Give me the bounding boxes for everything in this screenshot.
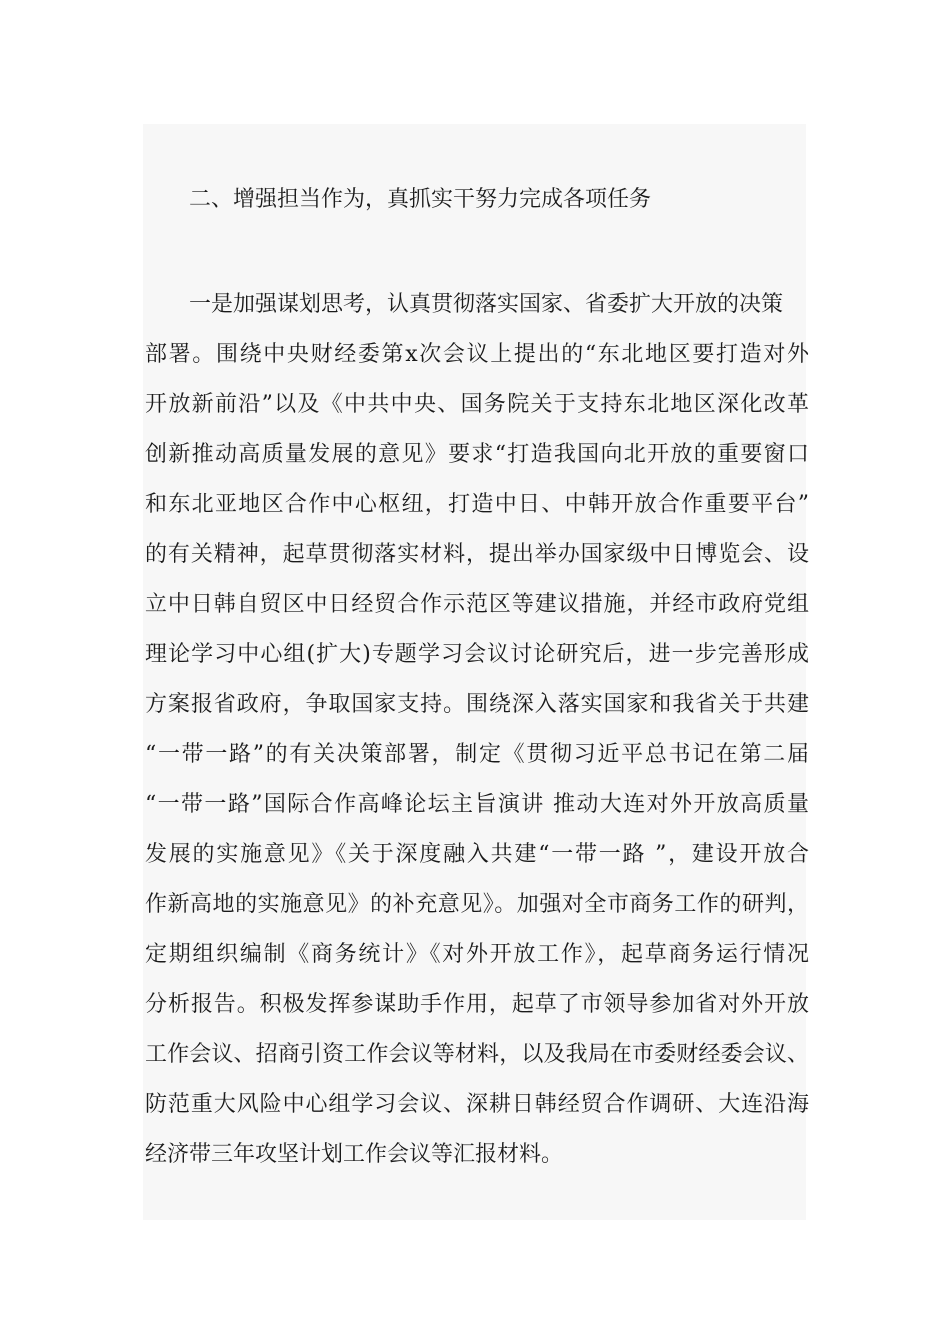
paragraph-line: 部署。围绕中央财经委第x次会议上提出的“东北地区要打造对外 <box>145 342 809 367</box>
paragraph-line: “一带一路”的有关决策部署，制定《贯彻习近平总书记在第二届 <box>145 742 809 767</box>
paragraph-line: 立中日韩自贸区中日经贸合作示范区等建议措施，并经市政府党组 <box>145 592 809 617</box>
paragraph-line: “一带一路”国际合作高峰论坛主旨演讲 推动大连对外开放高质量 <box>145 792 809 817</box>
paragraph-line: 发展的实施意见》《关于深度融入共建“一带一路 ”，建设开放合 <box>145 842 809 867</box>
paragraph-line: 的有关精神，起草贯彻落实材料，提出举办国家级中日博览会、设 <box>145 542 809 567</box>
paragraph-line: 经济带三年攻坚计划工作会议等汇报材料。 <box>145 1142 564 1167</box>
paragraph-line: 作新高地的实施意见》的补充意见》。加强对全市商务工作的研判， <box>145 892 809 917</box>
paragraph-line: 定期组织编制《商务统计》《对外开放工作》，起草商务运行情况 <box>145 942 809 967</box>
paragraph-line: 开放新前沿”以及《中共中央、国务院关于支持东北地区深化改革 <box>145 392 809 417</box>
paragraph-line: 方案报省政府，争取国家支持。围绕深入落实国家和我省关于共建 <box>145 692 809 717</box>
paragraph-line: 分析报告。积极发挥参谋助手作用，起草了市领导参加省对外开放 <box>145 992 809 1017</box>
section-heading: 二、增强担当作为，真抓实干努力完成各项任务 <box>189 187 652 212</box>
paragraph-line: 工作会议、招商引资工作会议等材料，以及我局在市委财经委会议、 <box>145 1042 809 1067</box>
paragraph-line: 防范重大风险中心组学习会议、深耕日韩经贸合作调研、大连沿海 <box>145 1092 809 1117</box>
paragraph-line: 一是加强谋划思考，认真贯彻落实国家、省委扩大开放的决策 <box>189 292 784 317</box>
paragraph-line: 理论学习中心组(扩大)专题学习会议讨论研究后，进一步完善形成 <box>145 642 809 667</box>
body-paragraph <box>145 280 809 1180</box>
paragraph-line: 和东北亚地区合作中心枢纽，打造中日、中韩开放合作重要平台” <box>145 492 809 517</box>
paragraph-line: 创新推动高质量发展的意见》要求“打造我国向北开放的重要窗口 <box>145 442 809 467</box>
